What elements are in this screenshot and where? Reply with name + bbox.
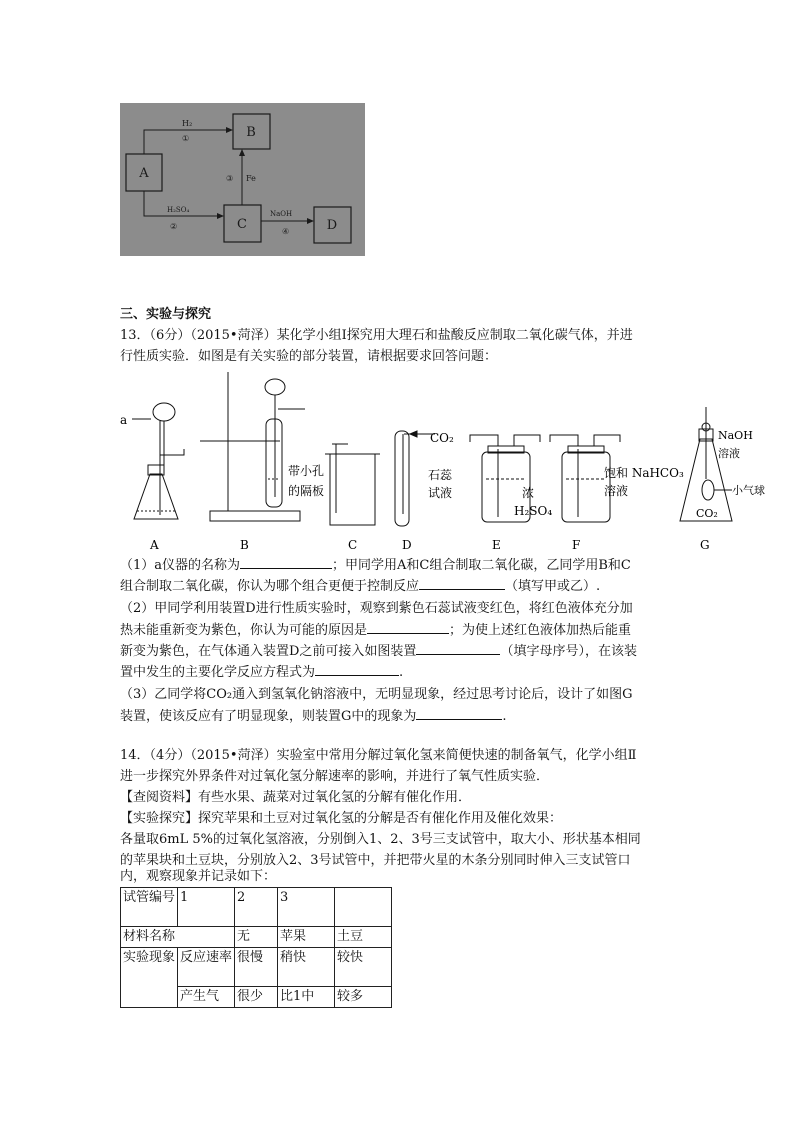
q13-p3-line1: （3）乙同学将CO₂通入到氢氧化钠溶液中，无明显现象，经过思考讨论后，设计了如图G	[120, 687, 633, 702]
box-d-label: D	[326, 218, 338, 233]
table-cell: 稍快	[278, 948, 335, 987]
label-g-naoh1: NaOH	[718, 429, 753, 442]
label-b-note1: 带小孔	[288, 464, 325, 478]
label-b-note2: 的隔板	[288, 484, 325, 498]
funnel-b	[265, 379, 285, 395]
arrow-a-b-num: ①	[182, 134, 190, 143]
q13-line2: 行性质实验．如图是有关实验的部分装置，请根据要求回答问题：	[120, 349, 498, 364]
table-cell: 试管编号	[121, 888, 178, 927]
table-cell: 材料名称	[121, 927, 235, 948]
table-cell: 3	[278, 888, 335, 927]
label-f-note1: 饱和 NaHCO₃	[604, 466, 684, 480]
q14-line4: 【实验探究】探究苹果和土豆对过氧化氢的分解是否有催化作用及催化效果：	[120, 811, 563, 826]
test-tube-b	[266, 419, 282, 507]
label-f-note2: 溶液	[604, 484, 629, 498]
table-cell: 苹果	[278, 927, 335, 948]
table-cell: 2	[235, 888, 278, 927]
arrow-a-c-num: ②	[170, 222, 178, 231]
q13-p1-line1: （1）a仪器的名称为 ；甲同学用A和C组合制取二氧化碳，乙同学用B和C	[120, 554, 631, 576]
stand-base-b	[210, 511, 300, 521]
arrow-c-b-num: ③	[226, 174, 234, 183]
flow-diagram-photo	[120, 103, 365, 256]
arrow-c-d-label: NaOH	[270, 210, 293, 218]
table-cell: 反应速率	[178, 948, 235, 987]
letter-g: G	[700, 538, 710, 552]
q14-line5: 各量取6mL 5%的过氧化氢溶液，分别倒入1、2、3号三支试管中，取大小、形状基本相同	[120, 832, 641, 847]
label-g-co2: CO₂	[696, 507, 718, 520]
jar-c	[330, 454, 375, 525]
q13-p1-line2: 组合制取二氧化碳，你认为哪个组合更便于控制反应 （填写甲或乙）.	[120, 575, 600, 597]
co2-arrow-d	[410, 431, 417, 437]
table-cell: 很慢	[235, 948, 278, 987]
answer-blank-6[interactable]	[416, 705, 502, 720]
table-cell: 较快	[335, 948, 392, 987]
q14-line2: 进一步探究外界条件对过氧化氢分解速率的影响，并进行了氧气性质实验．	[120, 769, 550, 784]
box-a-label: A	[139, 166, 149, 181]
table-cell: 较多	[335, 987, 392, 1008]
table-row	[121, 888, 392, 927]
letter-b: B	[240, 538, 249, 552]
bottle-f	[562, 452, 610, 522]
table-cell: 土豆	[335, 927, 392, 948]
letter-c: C	[348, 538, 358, 552]
answer-blank-3[interactable]	[367, 619, 449, 634]
letter-d: D	[402, 538, 412, 552]
arrow-c-b-label: Fe	[246, 174, 256, 183]
label-d-co2: CO₂	[430, 431, 454, 445]
results-table	[120, 887, 392, 1008]
label-g-naoh2: 溶液	[718, 447, 740, 460]
balloon-g	[702, 480, 714, 500]
label-e-note1: 浓	[522, 486, 535, 500]
label-a: a	[120, 413, 128, 427]
table-row	[121, 948, 392, 987]
tube-f-left	[550, 435, 578, 446]
label-d-note2: 试液	[428, 486, 453, 500]
answer-blank-5[interactable]	[315, 661, 399, 676]
answer-blank-2[interactable]	[419, 575, 505, 590]
box-b-label: B	[246, 125, 256, 140]
arrow-c-d-num: ④	[282, 227, 290, 236]
q14-line1: 14．（4分）（2015•菏泽）实验室中常用分解过氧化氢来简便快速的制备氧气，化学小组Ⅱ	[120, 748, 637, 763]
q14-line6: 的苹果块和土豆块，分别放入2、3号试管中，并把带火星的木条分别同时伸入三支试管口	[120, 853, 631, 868]
letter-f: F	[572, 538, 581, 552]
label-d-note1: 石蕊	[428, 468, 453, 482]
q13-p2-line1: （2）甲同学利用装置D进行性质实验时，观察到紫色石蕊试液变红色，将红色液体充分加	[120, 601, 633, 616]
label-e-note2: H₂SO₄	[514, 504, 553, 518]
table-cell	[335, 888, 392, 927]
q13-p2-line2: 热未能重新变为紫色，你认为可能的原因是 ；为使上述红色液体加热后能重	[120, 619, 631, 641]
q13-p3-line2: 装置，使该反应有了明显现象，则装置G中的现象为 .	[120, 705, 507, 727]
tube-e-right	[514, 435, 540, 446]
table-cell: 很少	[235, 987, 278, 1008]
letter-e: E	[492, 538, 501, 552]
section-title: 三、实验与探究	[120, 307, 212, 322]
answer-blank-1[interactable]	[240, 554, 332, 569]
funnel-a	[153, 403, 175, 421]
label-g-ball: 小气球	[732, 484, 765, 497]
q13-p2-line3: 新变为紫色，在气体通入装置D之前可接入如图装置 （填字母序号），在该装	[120, 640, 637, 662]
letter-a: A	[150, 538, 159, 552]
q13-line1: 13．（6分）（2015•菏泽）某化学小组Ⅰ探究用大理石和盐酸反应制取二氧化碳气体，并进	[120, 328, 633, 343]
tube-f-right	[594, 435, 620, 446]
apparatus-diagram	[120, 369, 765, 554]
arrow-a-c-label: H₂SO₄	[167, 206, 190, 214]
table-cell: 比1中	[278, 987, 335, 1008]
answer-blank-4[interactable]	[416, 640, 500, 655]
box-c-label: C	[237, 217, 247, 232]
tube-e-left	[470, 435, 498, 446]
table-cell: 产生气	[178, 987, 235, 1008]
table-cell: 实验现象	[121, 948, 178, 1008]
q14-line7: 内，观察现象并记录如下：	[120, 869, 277, 884]
q14-line3: 【查阅资料】有些水果、蔬菜对过氧化氢的分解有催化作用．	[120, 790, 472, 805]
q13-p2-line4: 置中发生的主要化学反应方程式为 .	[120, 661, 403, 683]
test-tube-d	[395, 431, 409, 526]
table-row	[121, 927, 392, 948]
table-cell: 1	[178, 888, 235, 927]
arrow-a-b-label: H₂	[182, 119, 193, 128]
table-cell: 无	[235, 927, 278, 948]
flask-a	[134, 474, 178, 519]
